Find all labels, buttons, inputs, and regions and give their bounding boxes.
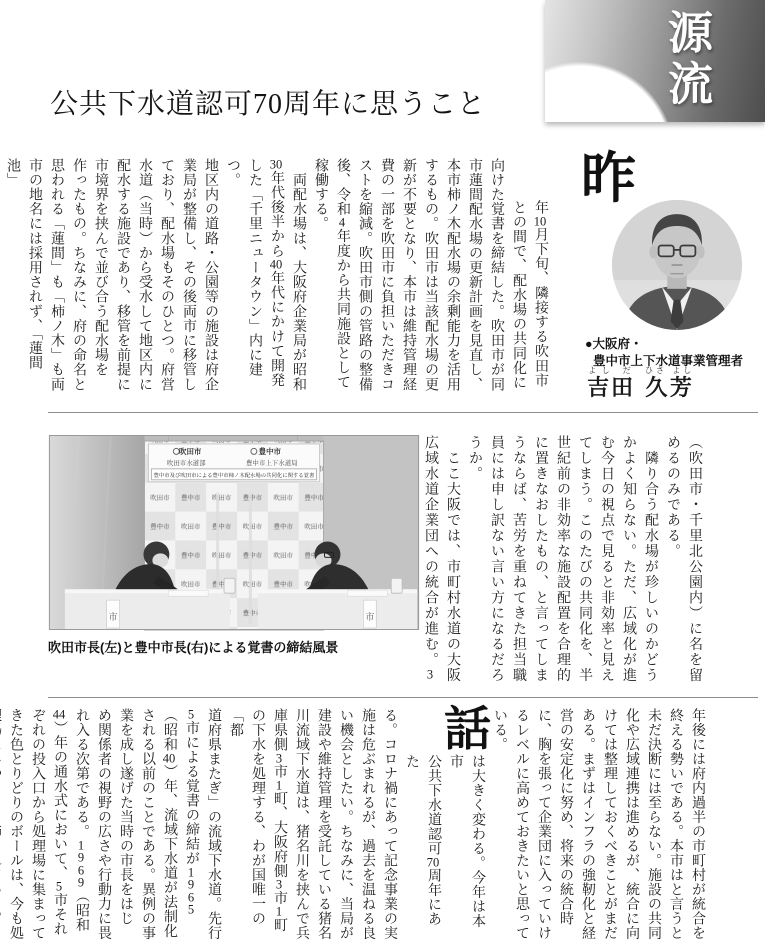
author-given-name: 久芳ひさ よし: [645, 366, 695, 400]
banner-suita-waterworks: 吹田市水道部: [166, 459, 206, 467]
text-column: 費の一部を吹田市に負担いただきコ: [379, 158, 394, 392]
banner-toyonaka-waterworks: 豊中市上下水道局: [245, 459, 298, 467]
text-column: め関係者の視野の広さや行動力に畏: [96, 708, 111, 940]
text-column: 稼働する。: [313, 158, 328, 231]
text-column: い機会としたい。ちなみに、当局が: [338, 708, 353, 940]
text-column: 業局が整備し、その後両市に移管し: [181, 158, 196, 392]
text-column: （昭和40）年、流域下水道が法制化: [162, 708, 177, 938]
text-column: 作ったもの。ちなみに、府の命名と: [71, 158, 86, 392]
text-column: 世紀前の非効率な施設配置を合理的: [555, 435, 570, 683]
text-column: 本市柿ノ木配水場の余剰能力を活用: [445, 158, 460, 392]
paper-cup: [224, 578, 235, 593]
section3-columns-after: [0, 708, 400, 940]
text-column: うならば、苦労を重ねてきた担当職: [511, 435, 526, 683]
text-column: 営の安定化に努め、将来の統合時: [558, 708, 573, 926]
section-divider-1: [48, 412, 758, 413]
text-column: した「千里ニュータウン」内に建つ。: [225, 158, 262, 377]
author-affiliation-prefecture: ●大阪府・: [585, 337, 643, 351]
text-column: ここ大阪では、市町村水道の大阪: [445, 435, 460, 683]
banner-toyonaka-city: 豊中市: [258, 446, 282, 456]
text-column: （吹田市・千里北公園内）に名を留: [687, 435, 702, 683]
text-column: 市の地名には採用されず、「蓮間池」: [5, 158, 42, 370]
text-column: 施は危ぶまれるが、過去を温ねる良: [360, 708, 375, 940]
author-portrait-photo: [612, 200, 742, 330]
text-column: との間で、配水場の共同化に: [511, 200, 526, 390]
paper-cup: [391, 578, 402, 593]
text-column: む今日の視点で見ると非効率と見え: [599, 435, 614, 683]
dropcap-section3: 話: [444, 704, 491, 756]
text-column: てしまう。このたびの共同化を、半: [577, 435, 592, 683]
text-column: 地区内の道路・公園等の施設は府企: [203, 158, 218, 392]
text-column: 市蓮間配水場の更新計画を見直し、: [467, 158, 482, 392]
article-section2: [419, 435, 705, 683]
text-column: ぞれの投入口から処理場に集まって: [30, 708, 45, 940]
table-placard: 市: [108, 612, 118, 623]
text-column: 向けた覚書を締結した。吹田市が同: [489, 158, 504, 392]
text-column: 思われる「蓮間」も「柿ノ木」も両: [49, 158, 64, 392]
text-column: 年10月下旬、隣接する吹田市: [533, 200, 548, 388]
section3-dropcap-wrap: [400, 704, 491, 940]
text-column: 未だ決断には至らない。施設の共同: [646, 708, 661, 940]
text-column: に置きなおしたもの、と言ってしま: [533, 435, 548, 683]
section2-columns: [419, 435, 705, 683]
text-column: 建設や維持管理を受託している猪名: [316, 708, 331, 940]
genryu-logo-block: [545, 0, 765, 122]
article-section1: [5, 158, 551, 392]
text-column: 30年代後半から40年代にかけて開発: [269, 158, 284, 388]
text-column: 化や広域連携は進めるが、統合に向: [624, 708, 639, 940]
author-name: [587, 366, 694, 402]
article-section3: [8, 704, 708, 940]
text-column: 44）年の通水式において、5市それ: [52, 708, 67, 936]
text-column: るレベルに高めておきたいと思って: [514, 708, 529, 940]
text-column: 後、令和4年度から共同施設として: [335, 158, 350, 390]
author-affiliation-title: 豊中市上下水道事業管理者: [593, 354, 744, 368]
banner-suita-city: 吹田市: [179, 446, 202, 456]
photo-caption: 吹田市長(左)と豊中市長(右)による覚書の締結風景: [48, 640, 339, 655]
text-column: 広域水道企業団への統合が進む。3: [423, 435, 438, 680]
section1-indented-columns: [507, 158, 551, 392]
section3-columns-before: [488, 708, 708, 940]
text-column: に、胸を張って企業団に入っていけ: [536, 708, 551, 940]
text-column: 隣り合う配水場が珍しいのかどう: [643, 435, 658, 683]
text-column: 両配水場は、大阪府企業局が昭和: [291, 158, 306, 392]
text-column: するもの。吹田市は当該配水場の更: [423, 158, 438, 392]
text-column: 市境界を挟んで並び合う配水場を: [93, 158, 108, 377]
signing-ceremony-photo: [48, 435, 420, 630]
text-column: けては整理しておくべきことがまだ: [602, 708, 617, 940]
text-column: 業を成し遂げた当時の市長をはじ: [118, 708, 133, 926]
author-family-name: 吉田よし だ: [587, 366, 636, 400]
text-column: 終える勢いである。本市はと言うと: [668, 708, 683, 940]
text-column: される以前のことである。異例の事: [140, 708, 155, 940]
text-column: ており、配水場もそのひとつ。府営: [159, 158, 174, 392]
text-column: 道府県またぎ」の流域下水道。先行: [206, 708, 221, 940]
article-title: 公共下水道認可70周年に思うこと: [50, 89, 487, 120]
section-divider-2: [48, 697, 758, 698]
section1-columns: [1, 158, 507, 392]
text-column: 川流域下水道は、猪名川を挟んで兵: [294, 708, 309, 940]
text-column: ある。まずはインフラの強靭化と経: [580, 708, 595, 940]
text-column: れ入る次第である。1969（昭和: [74, 708, 89, 932]
text-column: 公共下水道認可70周年にあた: [404, 754, 441, 926]
dropcap-section1: 昨: [581, 148, 637, 209]
text-column: ストを縮減。吹田市側の管路の整備: [357, 158, 372, 392]
text-column: 員には申し訳ない言い方になるだろ: [489, 435, 504, 683]
text-column: きた色とりどりのボールは、今も処: [8, 708, 23, 940]
text-column: いる。: [492, 708, 507, 752]
text-column: かよく知らない。ただ、広域化が進: [621, 435, 636, 683]
text-column: 新が不要となり、本市は維持管理経: [401, 158, 416, 392]
text-column: る。コロナ禍にあって記念事業の実: [382, 708, 397, 940]
text-column: 5市による覚書の締結が1965: [184, 708, 199, 916]
genryu-logo-text: 源流: [661, 9, 711, 111]
text-column: めるのみである。: [665, 435, 680, 559]
text-column: 年後には府内過半の市町村が統合を: [690, 708, 705, 940]
text-column: は大きく変わる。今年は本市: [448, 754, 485, 928]
banner-agreement-title: 豊中市及び吹田市による豊中市柿ノ木配水場の共同化に関する覚書: [153, 472, 315, 479]
agreement-banner: [148, 444, 319, 482]
text-column: の下水を処理する、わが国唯一の「都: [228, 708, 265, 926]
text-column: うか。: [467, 435, 482, 482]
text-column: 配水する施設であり、移管を前提に: [115, 158, 130, 392]
text-column: 水道（当時）から受水して地区内に: [137, 158, 152, 392]
text-column: 庫県側3市1町、大阪府側3市1町: [272, 708, 287, 932]
table-placard: 市: [365, 612, 375, 623]
